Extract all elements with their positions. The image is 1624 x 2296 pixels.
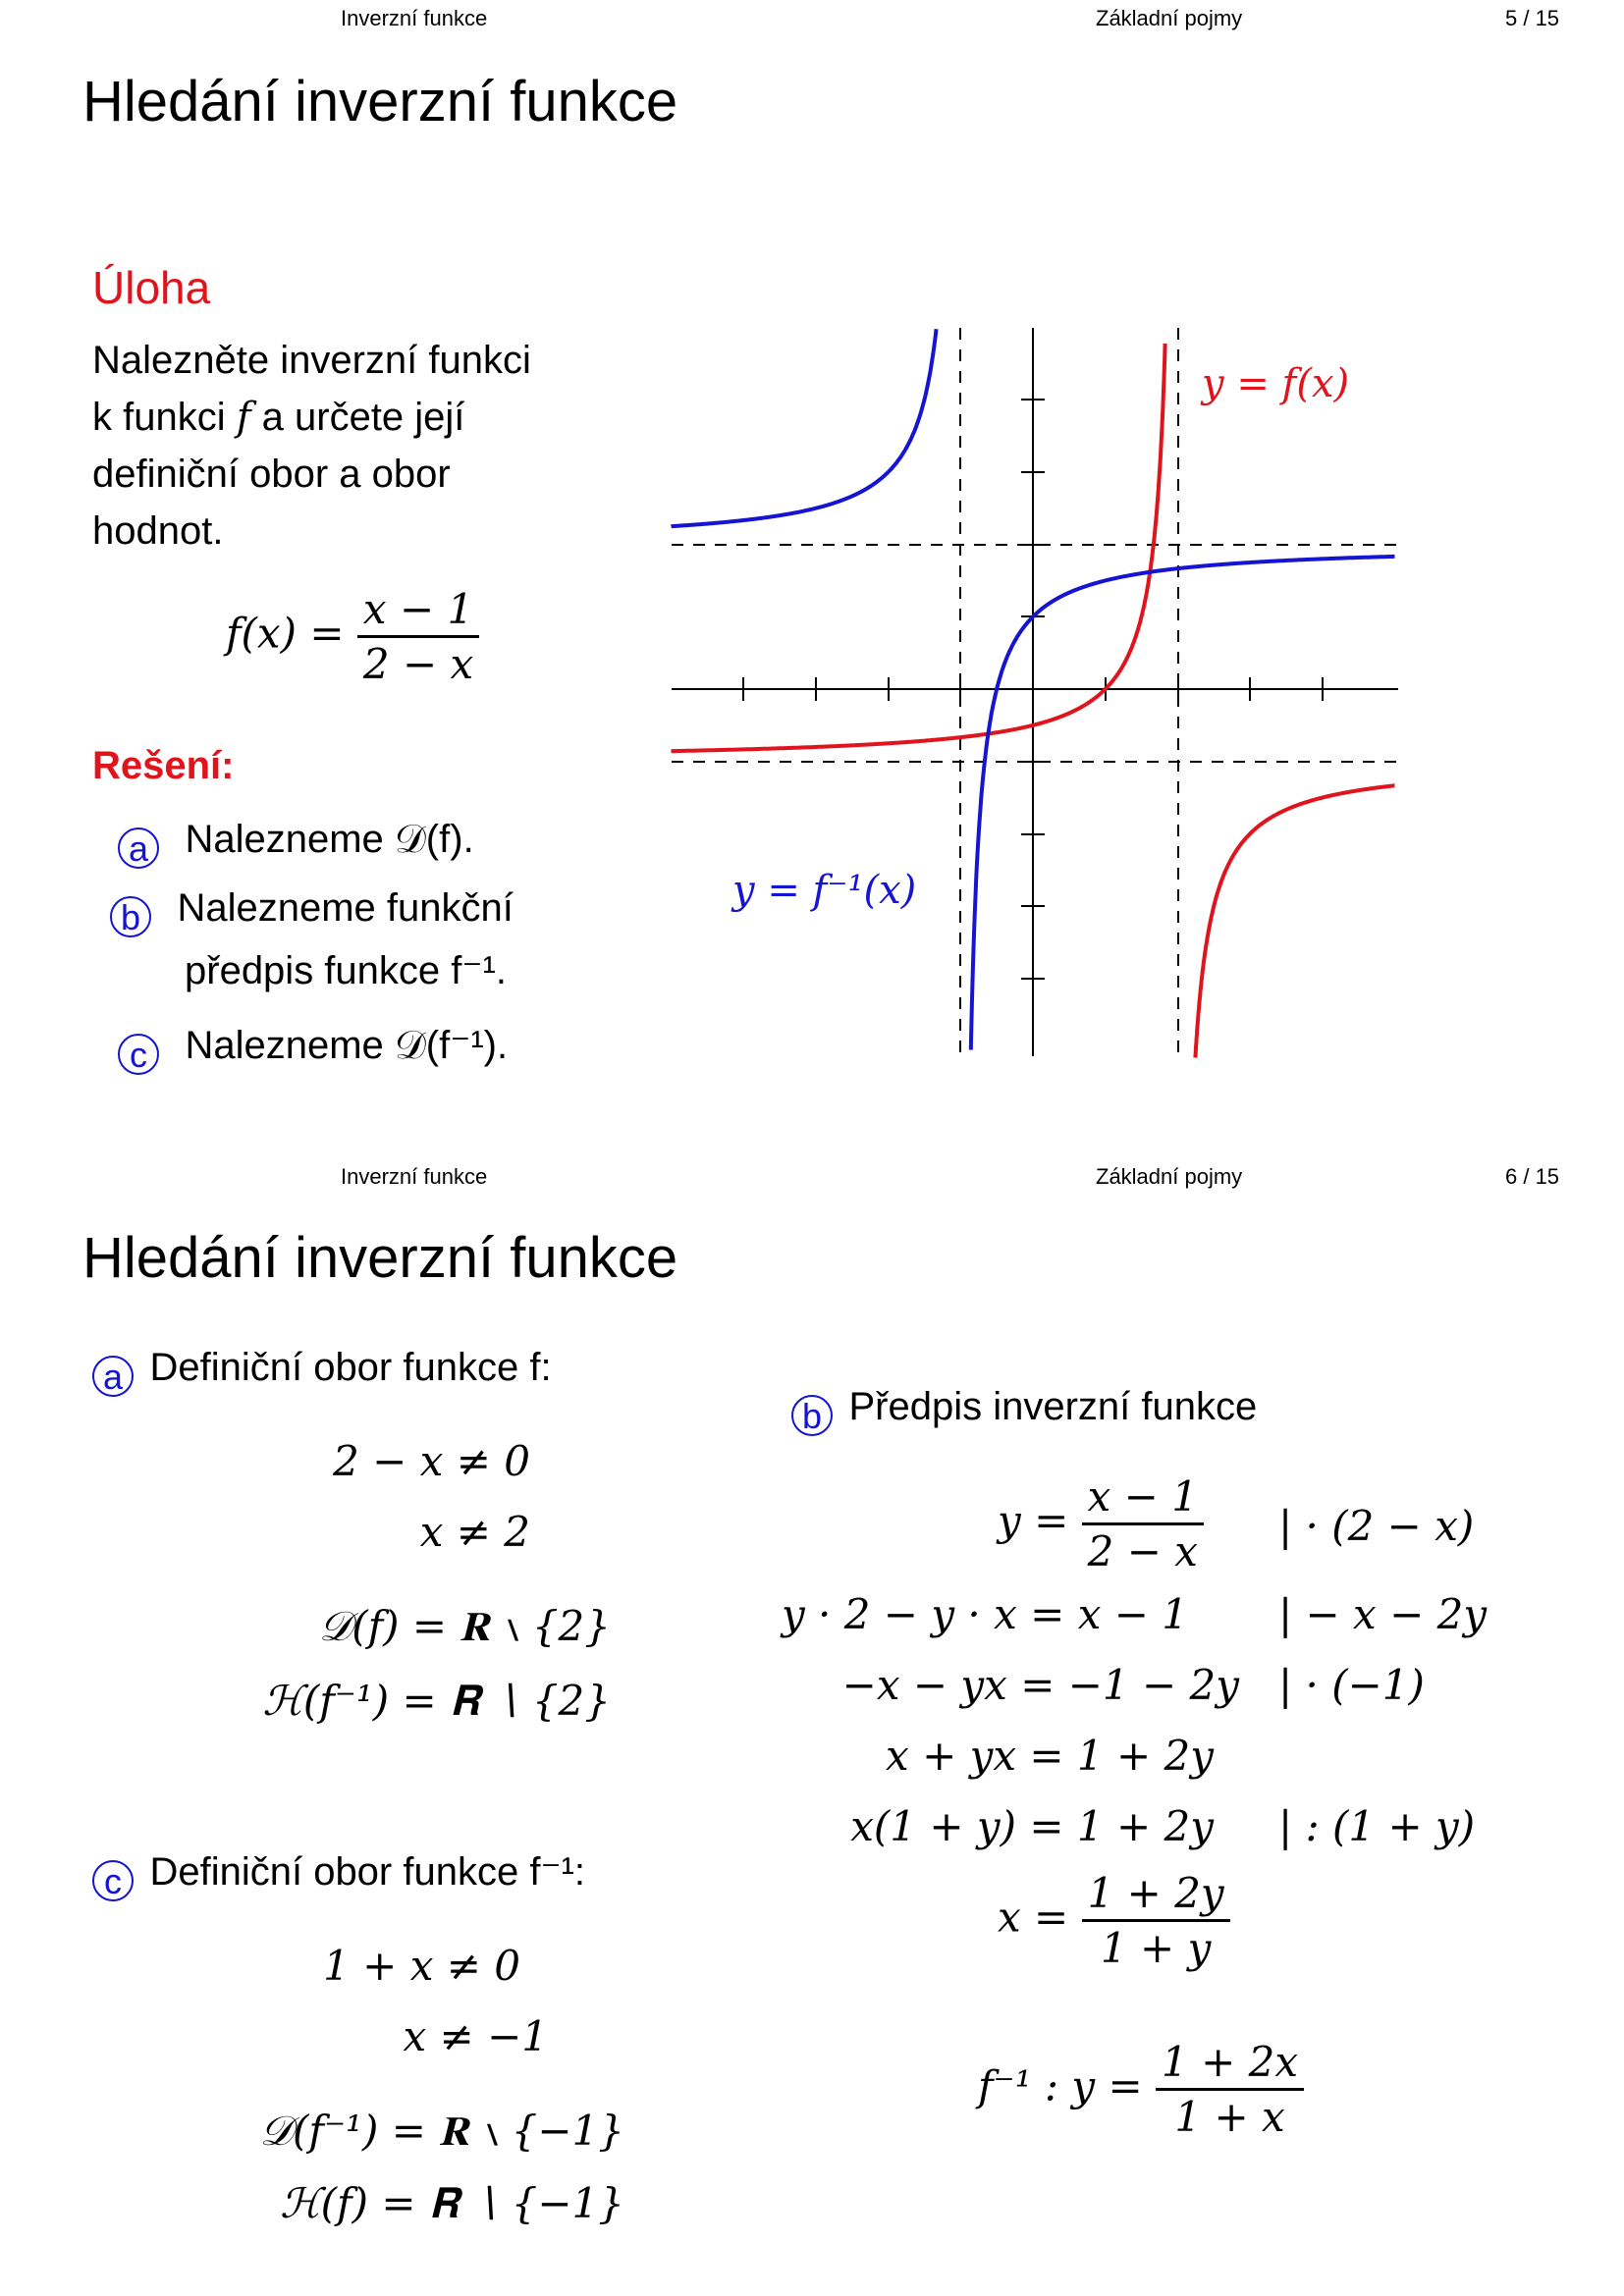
b-row-4: x + yx = 1 + 2y <box>886 1732 1214 1780</box>
task-line-1: Nalezněte inverzní funkci <box>92 339 531 382</box>
slide-title: Hledání inverzní funkce <box>82 1226 678 1290</box>
section-b-heading: b Předpis inverzní funkce <box>791 1378 1257 1436</box>
step-b: b Nalezneme funkční <box>110 880 514 937</box>
task-line-2: k funkci f a určete její <box>92 395 465 440</box>
header-section-left: Inverzní funkce <box>341 1164 488 1189</box>
b-row-1-op: | · (2 − x) <box>1278 1502 1475 1550</box>
graph-axes <box>672 328 1398 1056</box>
task-text <box>92 332 642 560</box>
task-line-3: definiční obor a obor <box>92 453 451 496</box>
a-domain-f: 𝒟(f) = 𝐑 ∖ {2} <box>318 1602 611 1650</box>
header-page-number: 5 / 15 <box>1505 6 1560 30</box>
b-row-3: −x − yx = −1 − 2y <box>841 1661 1239 1709</box>
step-c: c Nalezneme 𝒟(f⁻¹). <box>118 1017 508 1075</box>
marker-c-icon: c <box>118 1034 159 1075</box>
a-line-2: x ≠ 2 <box>419 1508 530 1556</box>
marker-b-icon: b <box>110 896 151 937</box>
task-line-4: hodnot. <box>92 509 224 553</box>
c-domain-finv: 𝒟(f⁻¹) = 𝐑 ∖ {−1} <box>259 2107 624 2155</box>
graph-label-finv: y = f⁻¹(x) <box>732 868 917 913</box>
curve-finv-left <box>672 329 937 526</box>
step-a: a Nalezneme 𝒟(f). <box>118 811 474 869</box>
curve-f-right <box>1195 785 1394 1057</box>
slide-title: Hledání inverzní funkce <box>82 70 678 133</box>
header-page-number: 6 / 15 <box>1505 1164 1560 1189</box>
asymptotes <box>672 328 1398 1056</box>
b-row-6: x = $\frac{1 + 2y}{1 + y}$ <box>998 1869 1230 1972</box>
marker-a-icon: a <box>92 1356 134 1397</box>
solution-heading: Rešení: <box>92 744 235 787</box>
marker-b-icon: b <box>791 1395 833 1436</box>
marker-c-icon: c <box>92 1860 134 1901</box>
b-row-1: y = $\frac{x - 1}{2 - x}$ <box>998 1472 1204 1575</box>
section-c-heading: c Definiční obor funkce f⁻¹: <box>92 1843 585 1901</box>
graph-label-f: y = f(x) <box>1202 361 1350 406</box>
marker-a-icon: a <box>118 828 159 869</box>
task-heading: Úloha <box>92 262 211 313</box>
header-section-center: Základní pojmy <box>1096 1164 1243 1189</box>
c-line-2: x ≠ −1 <box>403 2012 548 2060</box>
function-graph <box>668 324 1414 1070</box>
b-row-2: y · 2 − y · x = x − 1 <box>781 1590 1188 1638</box>
curve-finv-right <box>971 557 1395 1050</box>
b-row-3-op: | · (−1) <box>1278 1661 1425 1709</box>
b-row-2-op: | − x − 2y <box>1278 1590 1488 1638</box>
c-line-1: 1 + x ≠ 0 <box>323 1942 520 1990</box>
b-result: f⁻¹ : y = $\frac{1 + 2x}{1 + x}$ <box>978 2038 1304 2141</box>
c-range-f: ℋ(f) = 𝐑 ∖ {−1} <box>280 2179 624 2227</box>
step-b-line-2: předpis funkce f⁻¹. <box>185 949 507 992</box>
b-row-5: x(1 + y) = 1 + 2y <box>850 1802 1214 1850</box>
b-row-5-op: | : (1 + y) <box>1278 1802 1476 1850</box>
section-a-heading: a Definiční obor funkce f: <box>92 1339 552 1397</box>
header-section-left: Inverzní funkce <box>341 6 488 30</box>
a-line-1: 2 − x ≠ 0 <box>333 1437 530 1485</box>
header-section-center: Základní pojmy <box>1096 6 1243 30</box>
a-range-finv: ℋ(f⁻¹) = 𝐑 ∖ {2} <box>262 1677 611 1725</box>
function-formula: f(x) = $\frac{x - 1}{2 - x}$ <box>226 585 479 688</box>
